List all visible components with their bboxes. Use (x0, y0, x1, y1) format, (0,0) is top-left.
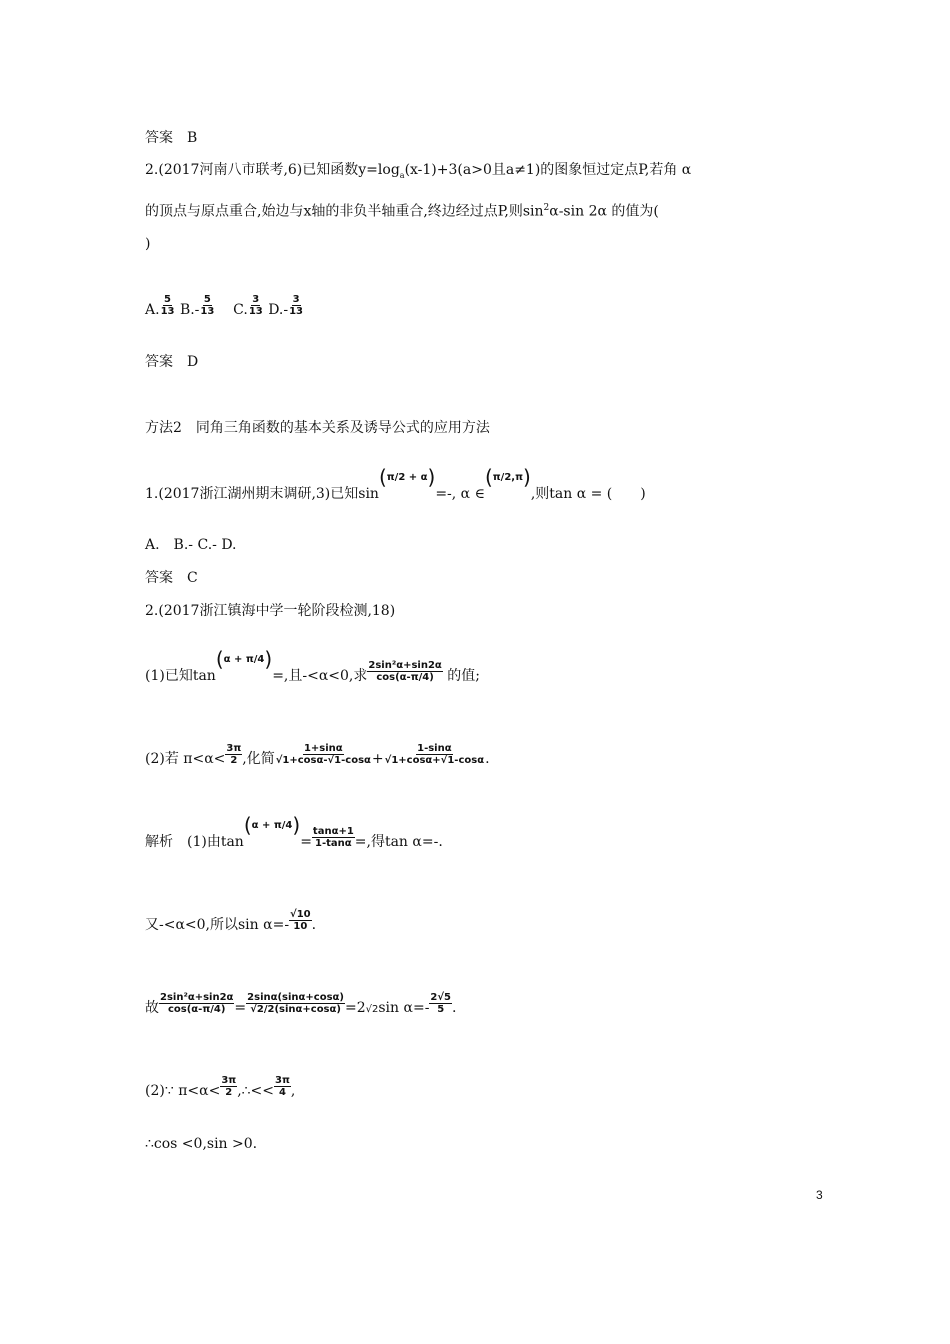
fraction-5-13: $\frac{5}{13}$ (160, 294, 175, 317)
method-2-question-2: 2.(2017浙江镇海中学一轮阶段检测,18) (145, 603, 396, 619)
method-2-heading: 方法2 同角三角函数的基本关系及诱导公式的应用方法 (145, 420, 490, 436)
question-2-line-1: 2.(2017河南八市联考,6)已知函数$y=\log_a(x-1)+3(a>0$且a≠1)的图象恒过定点P,若角 α (145, 162, 692, 180)
expr-pi2-plus-alpha: (π/2 + α) (378, 465, 436, 489)
fraction-3pi-2: $\frac{3\pi}{2}$ (221, 1075, 237, 1098)
answer-line-3: 答案 C (145, 570, 198, 586)
fraction-3pi-2: $\frac{3\pi}{2}$ (226, 743, 242, 766)
solution-line-5: ∴cos <0,sin >0. (145, 1136, 258, 1152)
fraction-3-13: $\frac{3}{13}$ (289, 294, 304, 317)
fraction-2sqrt5-5: $\frac{2√5}{5}$ (430, 992, 452, 1015)
fraction-tan: $\frac{\tan\alpha+1}{1-\tan\alpha}$ (312, 826, 354, 849)
expr-alpha-plus-pi4: (α + π/4) (215, 647, 273, 671)
fraction-3-13: $\frac{3}{13}$ (248, 294, 263, 317)
question-2-line-3: ) (145, 236, 151, 252)
solution-line-4: (2)∵ π<α< $\frac{3\pi}{2}$ ,∴<< $\frac{3\pi}{4}$ , (145, 1075, 296, 1099)
expression-fraction-2: $\frac{1+\sin\alpha}{√1+\cos\alpha-√1-\cos\alpha}$ (275, 743, 371, 766)
expression-fraction-1: $\frac{\text{2sin²α+sin2α}}{\cos(\alpha-\pi/4)}$ (160, 992, 234, 1015)
solution-line-1: 解析 (1)由tan(α + π/4)= $\frac{\tan\alpha+1}{1-\tan\alpha}$ =,得tan α=-. (145, 813, 443, 850)
fraction-5-13: $\frac{5}{13}$ (200, 294, 215, 317)
solution-line-2: 又-<α<0,所以sin α=- $\frac{√10}{10}$ . (145, 909, 317, 933)
solution-line-3: 故 $\frac{\text{2sin²α+sin2α}}{\cos(\alpha-\pi/4)}$ = $\frac{2\sin\alpha(\sin\alpha+\cos\alpha)}{√2/2(\sin\alpha+\cos\alpha)}$ =2√2sin α=- $\frac{2√5}{5}$ . (145, 992, 457, 1016)
fraction-sqrt10-10: $\frac{√10}{10}$ (290, 909, 311, 932)
part-2-line: (2)若 π<α< $\frac{3\pi}{2}$ ,化简 $\frac{1+\sin\alpha}{√1+\cos\alpha-√1-\cos\alpha}$ + $\frac{1-\sin\alpha}{√1+\cos\alpha+√1-\cos\alpha}$ . (145, 743, 490, 767)
answer-line-2: 答案 D (145, 354, 199, 370)
expr-alpha-plus-pi4: (α + π/4) (243, 813, 301, 837)
fraction-3pi-4: $\frac{3\pi}{4}$ (275, 1075, 290, 1098)
expr-interval-pi2-pi: (π/2,π) (484, 465, 531, 489)
expression-fraction-4: $\frac{2\sin\alpha(\sin\alpha+\cos\alpha)}{√2/2(\sin\alpha+\cos\alpha)}$ (247, 992, 344, 1015)
sqrt-2: √2 (365, 1004, 379, 1015)
method-2-question-1: 1.(2017浙江湖州期末调研,3)已知sin(π/2 + α)=-, α ∈(π/2,π),则tan α = ( ) (145, 465, 646, 502)
part-1-line: (1)已知tan(α + π/4)=,且-<α<0,求 $\frac{\text{2sin²α+sin2α}}{\cos(\alpha-\pi/4)}$ 的值; (145, 647, 480, 684)
answer-line-1: 答案 B (145, 130, 198, 146)
question-2-line-2: 的顶点与原点重合,始边与x轴的非负半轴重合,终边经过点P,则$\sin^2\alpha-\sin$ 2α 的值为( (145, 203, 659, 220)
page-number: 3 (816, 1188, 823, 1202)
question-2-options: A. $\frac{5}{13}$ B.- $\frac{5}{13}$ C. $\frac{3}{13}$ D.- $\frac{3}{13}$ (145, 294, 304, 318)
expression-fraction-3: $\frac{1-\sin\alpha}{√1+\cos\alpha+√1-\cos\alpha}$ (384, 743, 485, 766)
method-2-options: A. B.- C.- D. (145, 537, 237, 553)
expression-fraction-1: $\frac{\text{2sin²α+sin2α}}{\cos(\alpha-\pi/4)}$ (368, 660, 442, 683)
